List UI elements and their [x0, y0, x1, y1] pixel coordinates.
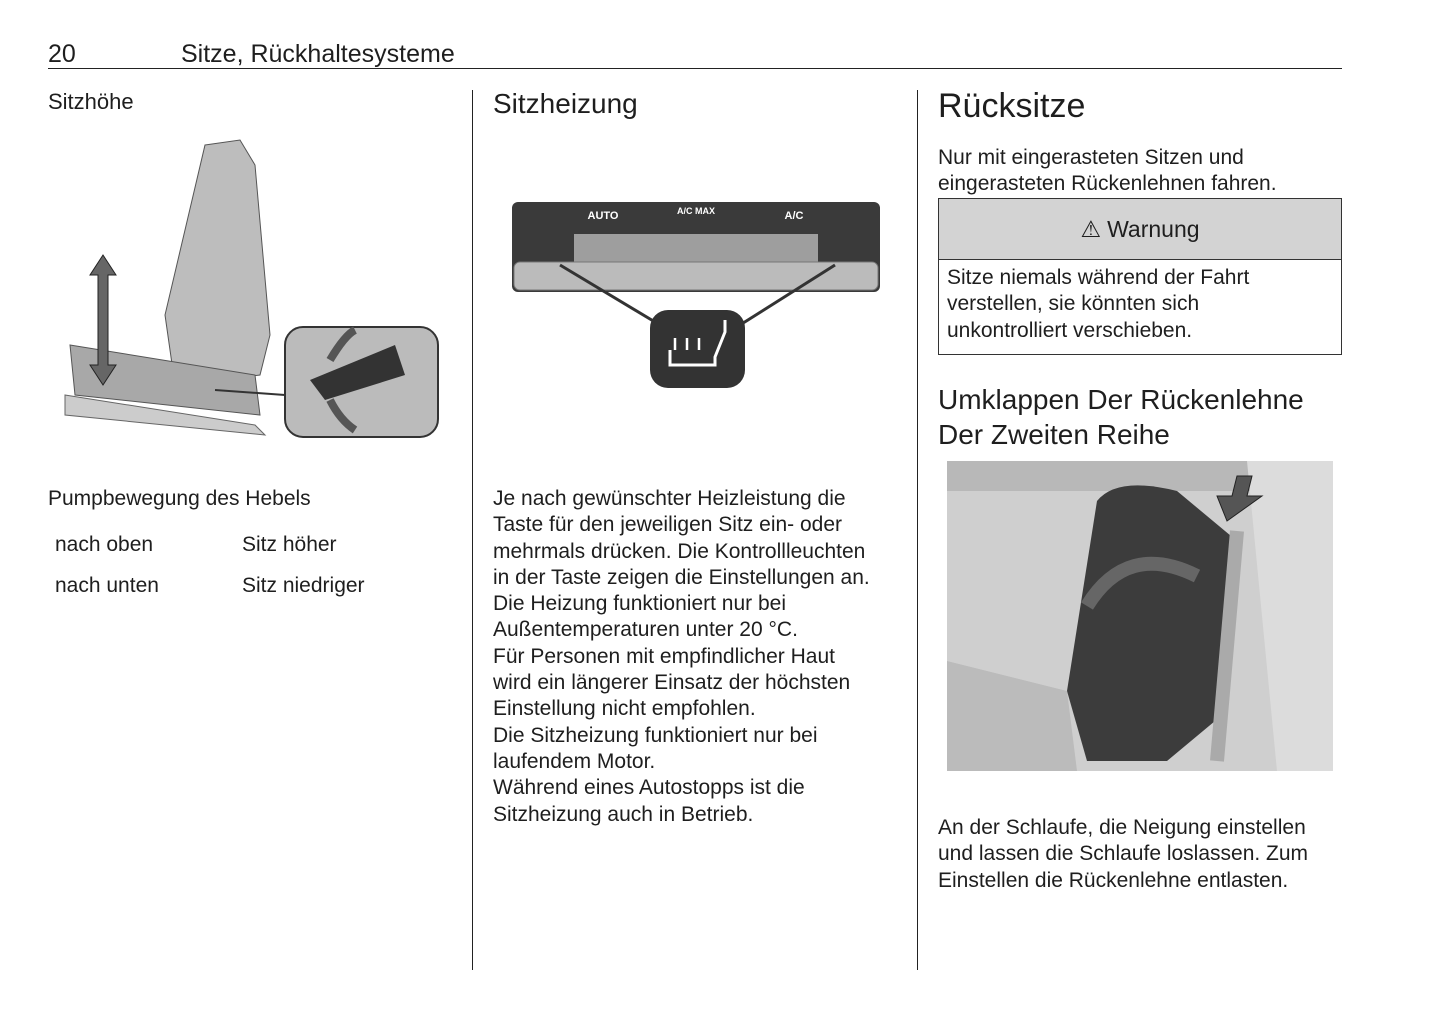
warning-box	[938, 198, 1342, 355]
fold-backrest-text	[938, 815, 1308, 894]
text-line: unkontrolliert verschieben.	[947, 318, 1193, 342]
seat-height-illustration	[55, 135, 445, 447]
warning-triangle-icon: ⚠	[1080, 215, 1102, 242]
panel-button-auto: AUTO	[587, 210, 619, 222]
text-line: Je nach gewünschter Heizleistung die	[493, 487, 846, 510]
text-line: Taste für den jeweiligen Sitz ein- oder	[493, 513, 843, 537]
panel-button-ac-max: A/C MAX	[677, 206, 715, 216]
table-cell-result: Sitz höher	[242, 533, 337, 556]
text-line: An der Schlaufe, die Neigung einstellen	[938, 816, 1306, 839]
text-line: Umklappen Der Rückenlehne	[938, 384, 1304, 415]
text-line: eingerasteten Rückenlehnen fahren.	[938, 172, 1277, 196]
rear-backrest-photo	[947, 461, 1333, 771]
seat-heating-text	[493, 486, 903, 828]
warning-title: Warnung	[1107, 215, 1200, 242]
table-cell-action: nach unten	[55, 574, 159, 597]
text-line: Der Zweiten Reihe	[938, 419, 1170, 450]
text-line: Außentemperaturen unter 20 °C.	[493, 618, 798, 642]
rear-seats-intro	[938, 145, 1277, 198]
text-line: Nur mit eingerasteten Sitzen und	[938, 146, 1244, 169]
text-line: und lassen die Schlaufe loslassen. Zum	[938, 842, 1309, 866]
text-line: Sitze niemals während der Fahrt	[947, 266, 1250, 289]
climate-panel-illustration	[510, 200, 882, 390]
header-rule	[48, 68, 1342, 69]
section-heading-seat-heating: Sitzheizung	[493, 88, 638, 119]
text-line: wird ein längerer Einsatz der höchsten	[493, 671, 851, 695]
warning-body	[939, 260, 1341, 349]
table-cell-action: nach oben	[55, 533, 154, 556]
text-line: mehrmals drücken. Die Kontrollleuchten	[493, 539, 866, 563]
section-heading-rear-seats: Rücksitze	[938, 87, 1086, 125]
text-line: Sitzheizung auch in Betrieb.	[493, 802, 754, 826]
running-title: Sitze, Rückhaltesysteme	[181, 40, 455, 68]
column-divider	[917, 90, 918, 970]
page-number: 20	[48, 40, 76, 68]
section-heading-fold-backrest	[938, 382, 1304, 452]
text-line: in der Taste zeigen die Einstellungen an.	[493, 565, 870, 589]
panel-button-ac: A/C	[784, 210, 804, 222]
text-line: laufendem Motor.	[493, 749, 656, 773]
warning-header	[939, 199, 1341, 260]
table-cell-result: Sitz niedriger	[242, 574, 365, 597]
text-line: Die Heizung funktioniert nur bei	[493, 592, 786, 616]
text-line: Einstellung nicht empfohlen.	[493, 697, 756, 721]
lever-caption: Pumpbewegung des Hebels	[48, 487, 311, 510]
text-line: verstellen, sie könnten sich	[947, 292, 1200, 316]
text-line: Einstellen die Rückenlehne entlasten.	[938, 868, 1289, 892]
text-line: Für Personen mit empfindlicher Haut	[493, 644, 835, 668]
section-heading-seat-height: Sitzhöhe	[48, 89, 134, 114]
text-line: Die Sitzheizung funktioniert nur bei	[493, 723, 818, 747]
column-divider	[472, 90, 473, 970]
text-line: Während eines Autostopps ist die	[493, 776, 805, 800]
